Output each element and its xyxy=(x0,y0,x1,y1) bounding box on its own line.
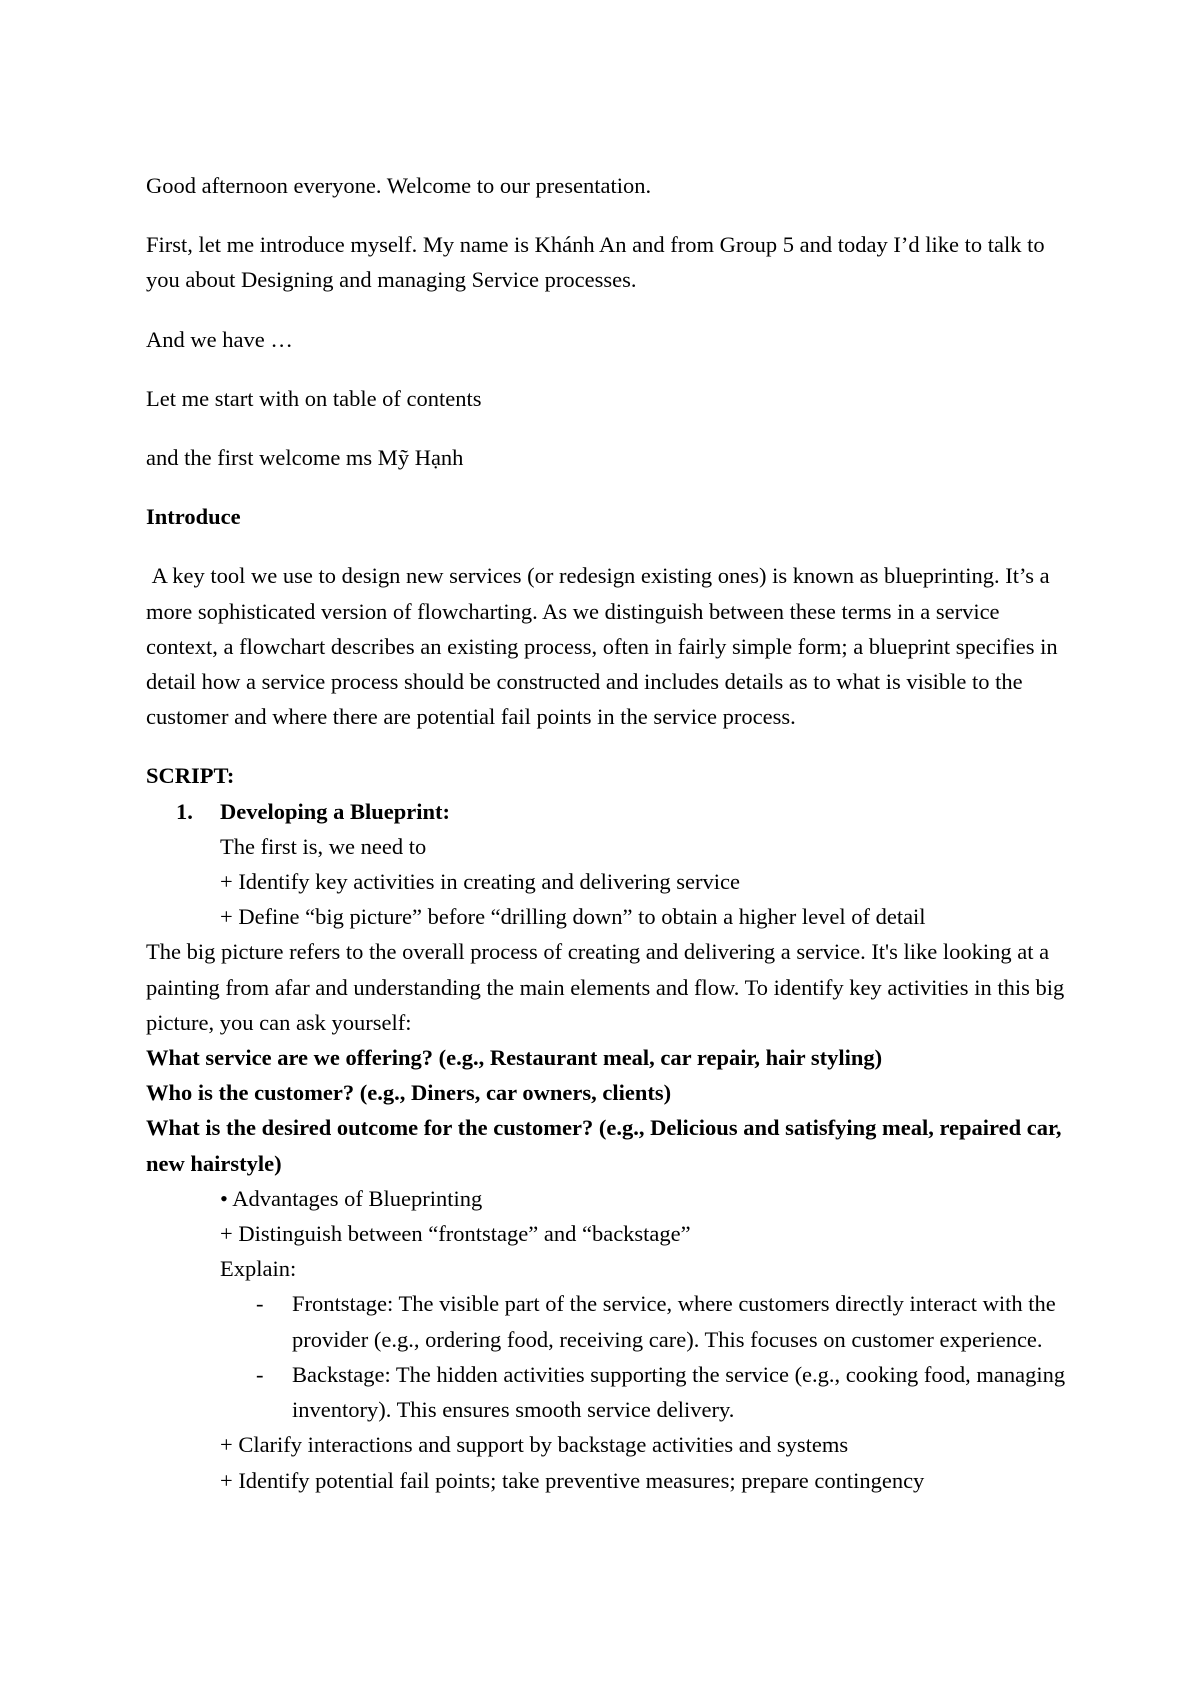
list-item-backstage xyxy=(146,1357,1066,1427)
distinguish-line: + Distinguish between “frontstage” and “backstage” xyxy=(220,1221,691,1247)
list-item-title: Developing a Blueprint: xyxy=(220,798,451,824)
explain-label: Explain: xyxy=(220,1256,297,1282)
frontstage-text: Frontstage: The visible part of the service, where customers directly interact with the provider (e.g., ordering food, receiving care). This focuses on customer experience. xyxy=(292,1291,1056,1352)
greeting-paragraph: Good afternoon everyone. Welcome to our presentation. xyxy=(146,173,652,198)
table-of-contents-paragraph: Let me start with on table of contents xyxy=(146,385,482,411)
first-step-line: The first is, we need to xyxy=(220,833,427,859)
big-picture-paragraph: The big picture refers to the overall process of creating and delivering a service. It's like looking at a painting from afar and understanding the main elements and flow. To identify key activities in this big picture, you can ask yourself: xyxy=(146,939,1065,1035)
dash-bullet: - xyxy=(256,1361,264,1387)
introduce-heading: Introduce xyxy=(146,504,241,530)
advantages-bullet: • Advantages of Blueprinting xyxy=(220,1185,483,1211)
fail-points-line: + Identify potential fail points; take preventive measures; prepare contingency xyxy=(220,1467,925,1493)
backstage-text: Backstage: The hidden activities supporting the service (e.g., cooking food, managing inventory). This ensures smooth service delivery. xyxy=(292,1361,1066,1423)
list-item-frontstage xyxy=(146,1286,1066,1356)
introduce-body-paragraph: A key tool we use to design new services (or redesign existing ones) is known as blueprinting. It’s a more sophisticated version of flowcharting. As we distinguish between these terms in a service context, a flowchart describes an existing process, often in fairly simple form; a blueprint specifies in detail how a service process should be constructed and includes details as to what is visible to the customer and where there are potential fail points in the service process. xyxy=(146,563,1064,730)
question-customer: Who is the customer? (e.g., Diners, car owners, clients) xyxy=(146,1080,672,1106)
list-number: 1. xyxy=(176,798,193,824)
question-desired-outcome: What is the desired outcome for the customer? (e.g., Delicious and satisfying meal, repaired car, new hairstyle) xyxy=(146,1115,1062,1176)
identify-activities-line: + Identify key activities in creating and delivering service xyxy=(220,869,740,895)
dash-bullet: - xyxy=(256,1291,264,1317)
script-heading: SCRIPT: xyxy=(146,763,235,789)
self-introduction-paragraph: First, let me introduce myself. My name is Khánh An and from Group 5 and today I’d like to talk to you about Designing and managing Service processes. xyxy=(146,232,1045,293)
clarify-interactions-line: + Clarify interactions and support by backstage activities and systems xyxy=(220,1432,849,1458)
question-service-offering: What service are we offering? (e.g., Restaurant meal, car repair, hair styling) xyxy=(146,1045,883,1071)
and-we-have-paragraph: And we have … xyxy=(146,326,293,352)
define-big-picture-line: + Define “big picture” before “drilling down” to obtain a higher level of detail xyxy=(220,904,926,930)
document-body xyxy=(146,168,1066,1498)
first-welcome-paragraph: and the first welcome ms Mỹ Hạnh xyxy=(146,445,464,471)
numbered-item-developing-blueprint xyxy=(146,794,1066,829)
